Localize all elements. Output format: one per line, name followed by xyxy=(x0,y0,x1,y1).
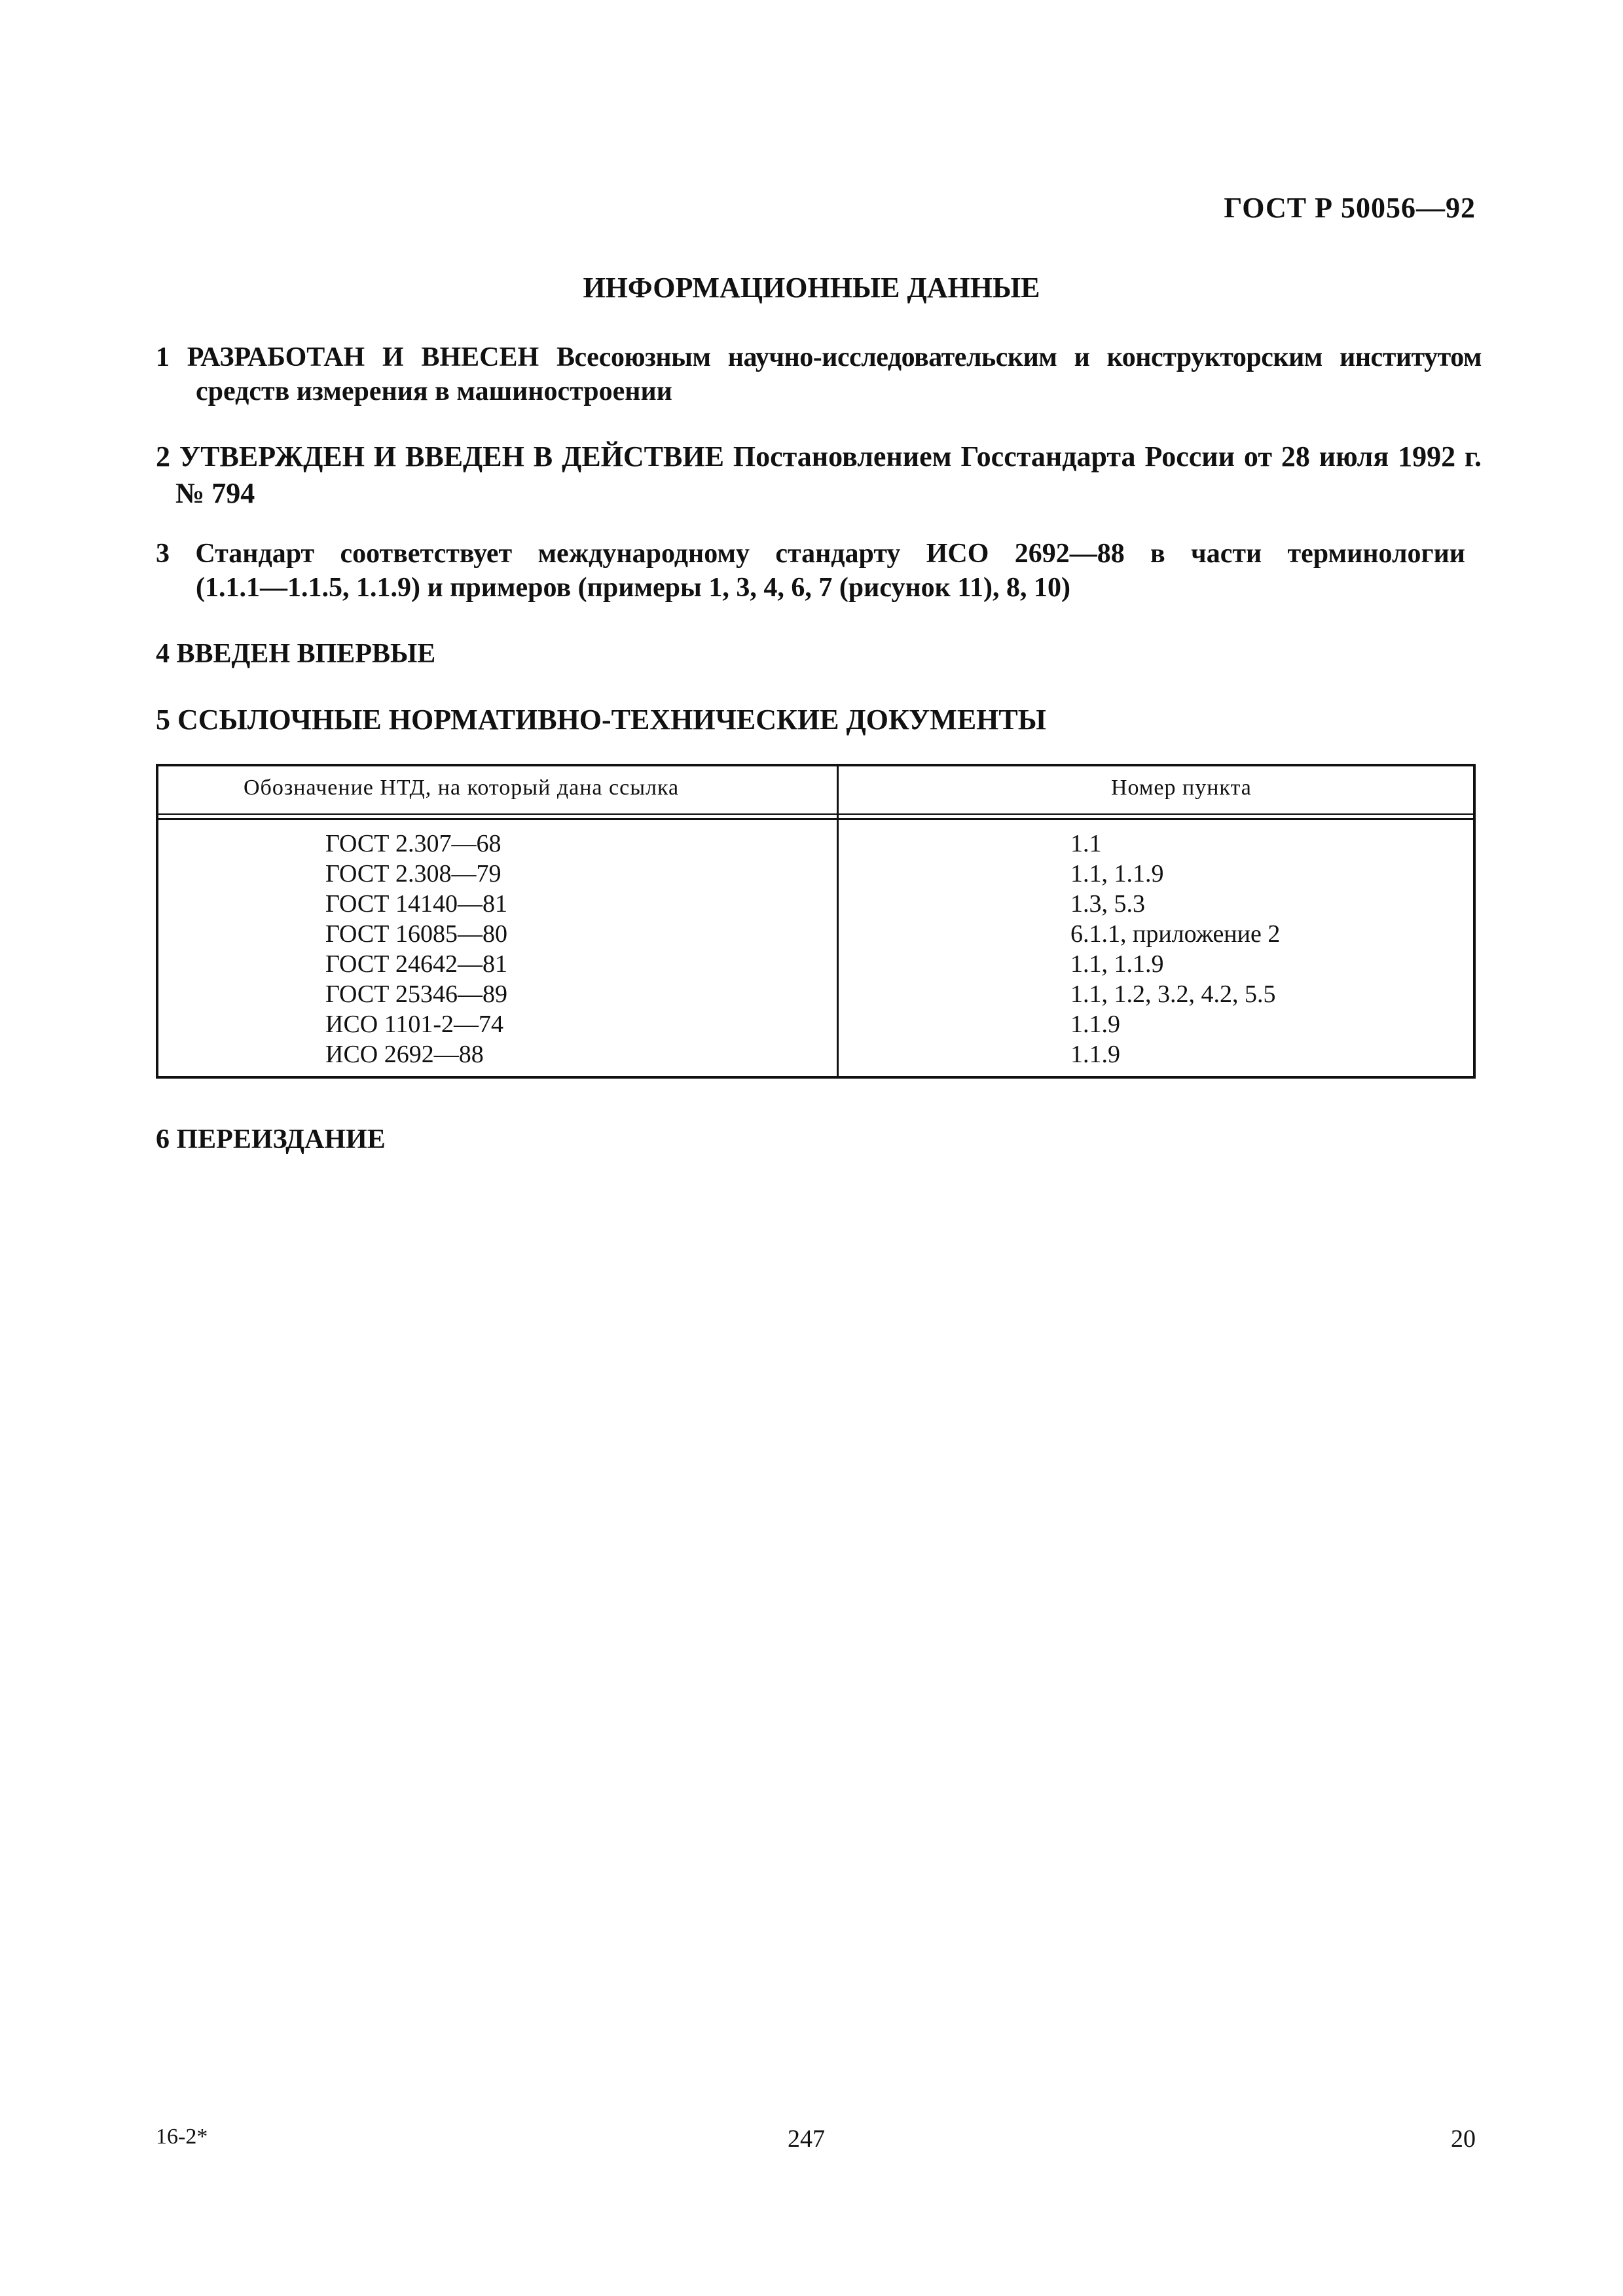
table-cell-designation: ГОСТ 2.307—68 xyxy=(325,830,501,857)
info-item-3-line2: (1.1.1—1.1.5, 1.1.9) и примеров (примеры 1, 3, 4, 6, 7 (рисунок 11), 8, 10) xyxy=(196,573,1071,603)
info-item-3 xyxy=(156,537,1465,605)
info-item-1 xyxy=(156,340,1482,408)
document-number: ГОСТ Р 50056—92 xyxy=(1224,192,1476,224)
table-cell-clause: 6.1.1, приложение 2 xyxy=(1070,920,1281,948)
table-column-designation xyxy=(325,829,507,1069)
info-item-6 xyxy=(156,1122,1482,1157)
info-item-4-number: 4 xyxy=(156,639,170,669)
table-cell-designation: ИСО 2692—88 xyxy=(325,1041,484,1068)
info-item-6-number: 6 xyxy=(156,1124,170,1155)
table-cell-designation: ИСО 1101-2—74 xyxy=(325,1011,503,1038)
info-item-4-text: ВВЕДЕН ВПЕРВЫЕ xyxy=(176,639,436,669)
table-cell-clause: 1.1.9 xyxy=(1070,1011,1120,1038)
table-header-clause: Номер пункта xyxy=(1111,776,1252,800)
table-header xyxy=(158,766,1473,815)
info-item-5-number: 5 xyxy=(156,704,170,736)
table-cell-designation: ГОСТ 14140—81 xyxy=(325,890,507,918)
info-item-5-text: ССЫЛОЧНЫЕ НОРМАТИВНО-ТЕХНИЧЕСКИЕ ДОКУМЕНТЫ xyxy=(177,704,1046,736)
table-cell-clause: 1.3, 5.3 xyxy=(1070,890,1145,918)
table-column-clause xyxy=(1070,829,1280,1069)
footer-collection-page-number: 247 xyxy=(788,2125,825,2153)
table-header-designation: Обозначение НТД, на который дана ссылка xyxy=(244,776,680,800)
page-title: ИНФОРМАЦИОННЫЕ ДАННЫЕ xyxy=(583,272,1040,304)
table-cell-designation: ГОСТ 2.308—79 xyxy=(325,860,501,888)
table-cell-designation: ГОСТ 16085—80 xyxy=(325,920,507,948)
info-item-1-line2: средств измерения в машиностроении xyxy=(196,376,672,406)
info-item-2-line1 xyxy=(156,439,1482,475)
info-item-2-lead: УТВЕРЖДЕН И ВВЕДЕН В ДЕЙСТВИЕ xyxy=(179,440,724,473)
table-cell-designation: ГОСТ 24642—81 xyxy=(325,950,507,978)
info-item-2-number: 2 xyxy=(156,440,170,473)
info-item-1-lead: РАЗРАБОТАН И ВНЕСЕН xyxy=(187,342,539,372)
info-item-4 xyxy=(156,637,1482,671)
info-item-2-line2: № 794 xyxy=(175,477,255,509)
info-item-3-line1 xyxy=(156,537,1465,571)
info-item-2-rest: Постановлением Госстандарта России от 28 июля 1992 г. xyxy=(733,440,1482,473)
info-item-1-rest: Всесоюзным научно-исследовательским и конструкторским институтом xyxy=(556,342,1482,372)
table-cell-clause: 1.1, 1.1.9 xyxy=(1070,860,1164,888)
info-item-2 xyxy=(156,439,1482,512)
info-item-5 xyxy=(156,703,1482,737)
table-cell-clause: 1.1.9 xyxy=(1070,1041,1120,1068)
reference-documents-table xyxy=(156,764,1476,1079)
footer-sheet-mark: 16-2* xyxy=(156,2125,208,2149)
info-item-3-number: 3 xyxy=(156,539,170,569)
info-item-3-text: Стандарт соответствует международному стандарту ИСО 2692—88 в части терминологии xyxy=(195,539,1465,569)
footer-page-number: 20 xyxy=(1451,2125,1476,2153)
table-column-divider xyxy=(837,766,839,1076)
info-item-1-line1 xyxy=(156,340,1482,374)
info-item-1-number: 1 xyxy=(156,342,170,372)
table-cell-clause: 1.1, 1.1.9 xyxy=(1070,950,1164,978)
table-cell-clause: 1.1, 1.2, 3.2, 4.2, 5.5 xyxy=(1070,980,1276,1008)
table-cell-clause: 1.1 xyxy=(1070,830,1102,857)
table-cell-designation: ГОСТ 25346—89 xyxy=(325,980,507,1008)
info-item-6-text: ПЕРЕИЗДАНИЕ xyxy=(176,1124,386,1155)
